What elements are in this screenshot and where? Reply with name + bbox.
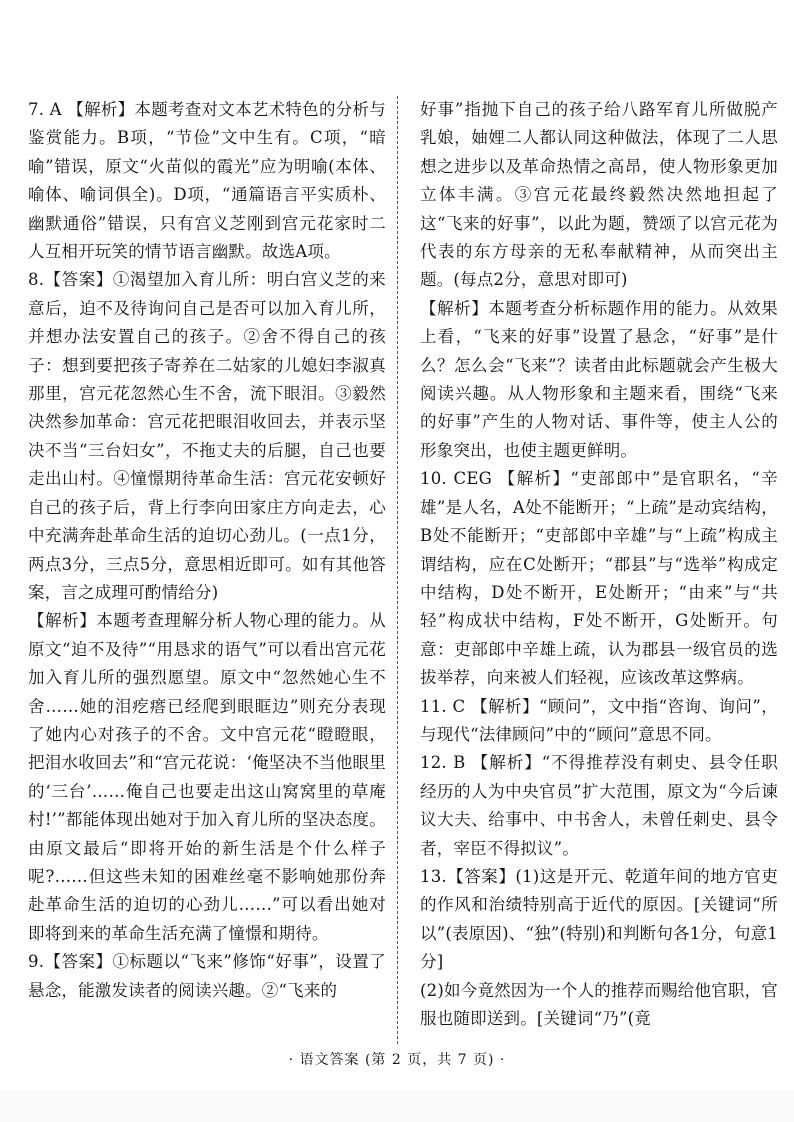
analysis-8: 【解析】本题考查理解分析人物心理的能力。从原文“迫不及待”“用恳求的语气”可以看出宫元花加入育儿所的强烈愿望。原文中“忽然她心生不舍……她的泪疙瘩已经爬到眼眶边”则充分表现了她内心对孩子的不舍。文中宫元花“瞪瞪眼，把泪水收回去”和“宫元花说：‘俺坚决不当他眼里的‘三台’……俺自己也要走出这山窝窝里的草庵村!’”都能体现出她对于加入育儿所的坚决态度。由原文最后“即将开始的新生活是个什么样子呢?……但这些未知的困难丝毫不影响她那份奔赴革命生活的迫切的心劲儿……”可以看出她对即将到来的革命生活充满了憧憬和期待。 [28,611,386,943]
answer-9: 9.【答案】①标题以“飞来”修饰“好事”，设置了悬念，能激发读者的阅读兴趣。②“飞来的 [28,952,386,1000]
analysis-9: 【解析】本题考查分析标题作用的能力。从效果上看，“飞来的好事”设置了悬念，“好事”是什么？怎么会“飞来”？读者由此标题就会产生极大阅读兴趣。从人物形象和主题来看，围绕“飞来的好事”产生的人物对话、事件等，使主人公的形象突出，也使主题更鲜明。 [420,298,778,460]
page-footer: · 语文答案 (第 2 页，共 7 页) · [288,1052,506,1068]
answer-10: 10. CEG 【解析】“吏部郎中”是官职名，“辛雄”是人名，A处不能断开；“上疏”是动宾结构，B处不能断开；“吏部郎中辛雄”与“上疏”构成主谓结构，应在C处断开；“郡县”与“选举”构成定中结构，D处不断开，E处断开；“由来”与“共轻”构成状中结构，F处不断开，G处断开。句意：吏部郎中辛雄上疏，认为郡县一级官员的选拔举荐，向来被人们轻视，应该改革这弊病。 [420,469,778,688]
answer-11: 11. C 【解析】“顾问”，文中指“咨询、询问”，与现代“法律顾问”中的“顾问”意思不同。 [420,696,778,744]
answer-13-2: (2)如今竟然因为一个人的推荐而赐给他官职，官服也随即送到。[关键词“乃”(竟 [420,980,778,1028]
answer-7: 7. A 【解析】本题考查对文本艺术特色的分析与鉴赏能力。B项，“节俭”文中生有。C项，“暗喻”错误，原文“火苗似的霞光”应为明喻(本体、喻体、喻词俱全)。D项，“通篇语言平实质朴、幽默通俗”错误，只有宫义芝刚到宫元花家时二人互相开玩笑的情节语言幽默。故选A项。 [28,100,386,262]
bottom-strip [0,1090,794,1122]
answer-12: 12. B 【解析】“不得推荐没有刺史、县令任职经历的人为中央官员”扩大范围，原文为“今后谏议大夫、给事中、中书舍人，未曾任刺史、县令者，宰臣不得拟议”。 [420,753,778,858]
left-column [28,96,386,1005]
answer-9-cont: 好事”指抛下自己的孩子给八路军育儿所做脱产乳娘，妯娌二人都认同这种做法，体现了二人思想之进步以及革命热情之高昂，使人物形象更加立体丰满。③宫元花最终毅然决然地担起了这“飞来的好事”，以此为题，赞颂了以宫元花为代表的东方母亲的无私奉献精神，从而突出主题。(每点2分，意思对即可) [420,100,778,290]
answer-8: 8.【答案】①渴望加入育儿所：明白宫义芝的来意后，迫不及待询问自己是否可以加入育儿所，并想办法安置自己的孩子。②舍不得自己的孩子：想到要把孩子寄养在二姑家的儿媳妇李淑真那里，宫元花忽然心生不舍，流下眼泪。③毅然决然参加革命：宫元花把眼泪收回去，并表示坚决不当“三台妇女”，不拖丈夫的后腿，自己也要走出山村。④憧憬期待革命生活：宫元花安顿好自己的孩子后，背上行李向田家庄方向走去，心中充满奔赴革命生活的迫切心劲儿。(一点1分，两点3分，三点5分，意思相近即可。如有其他答案，言之成理可酌情给分) [28,270,386,602]
answer-13-1: 13.【答案】(1)这是开元、乾道年间的地方官吏的作风和治绩特别高于近代的原因。[关键词“所以”(表原因)、“独”(特别)和判断句各1分，句意1分] [420,866,778,972]
right-column [420,96,778,1033]
column-divider [397,96,398,1044]
